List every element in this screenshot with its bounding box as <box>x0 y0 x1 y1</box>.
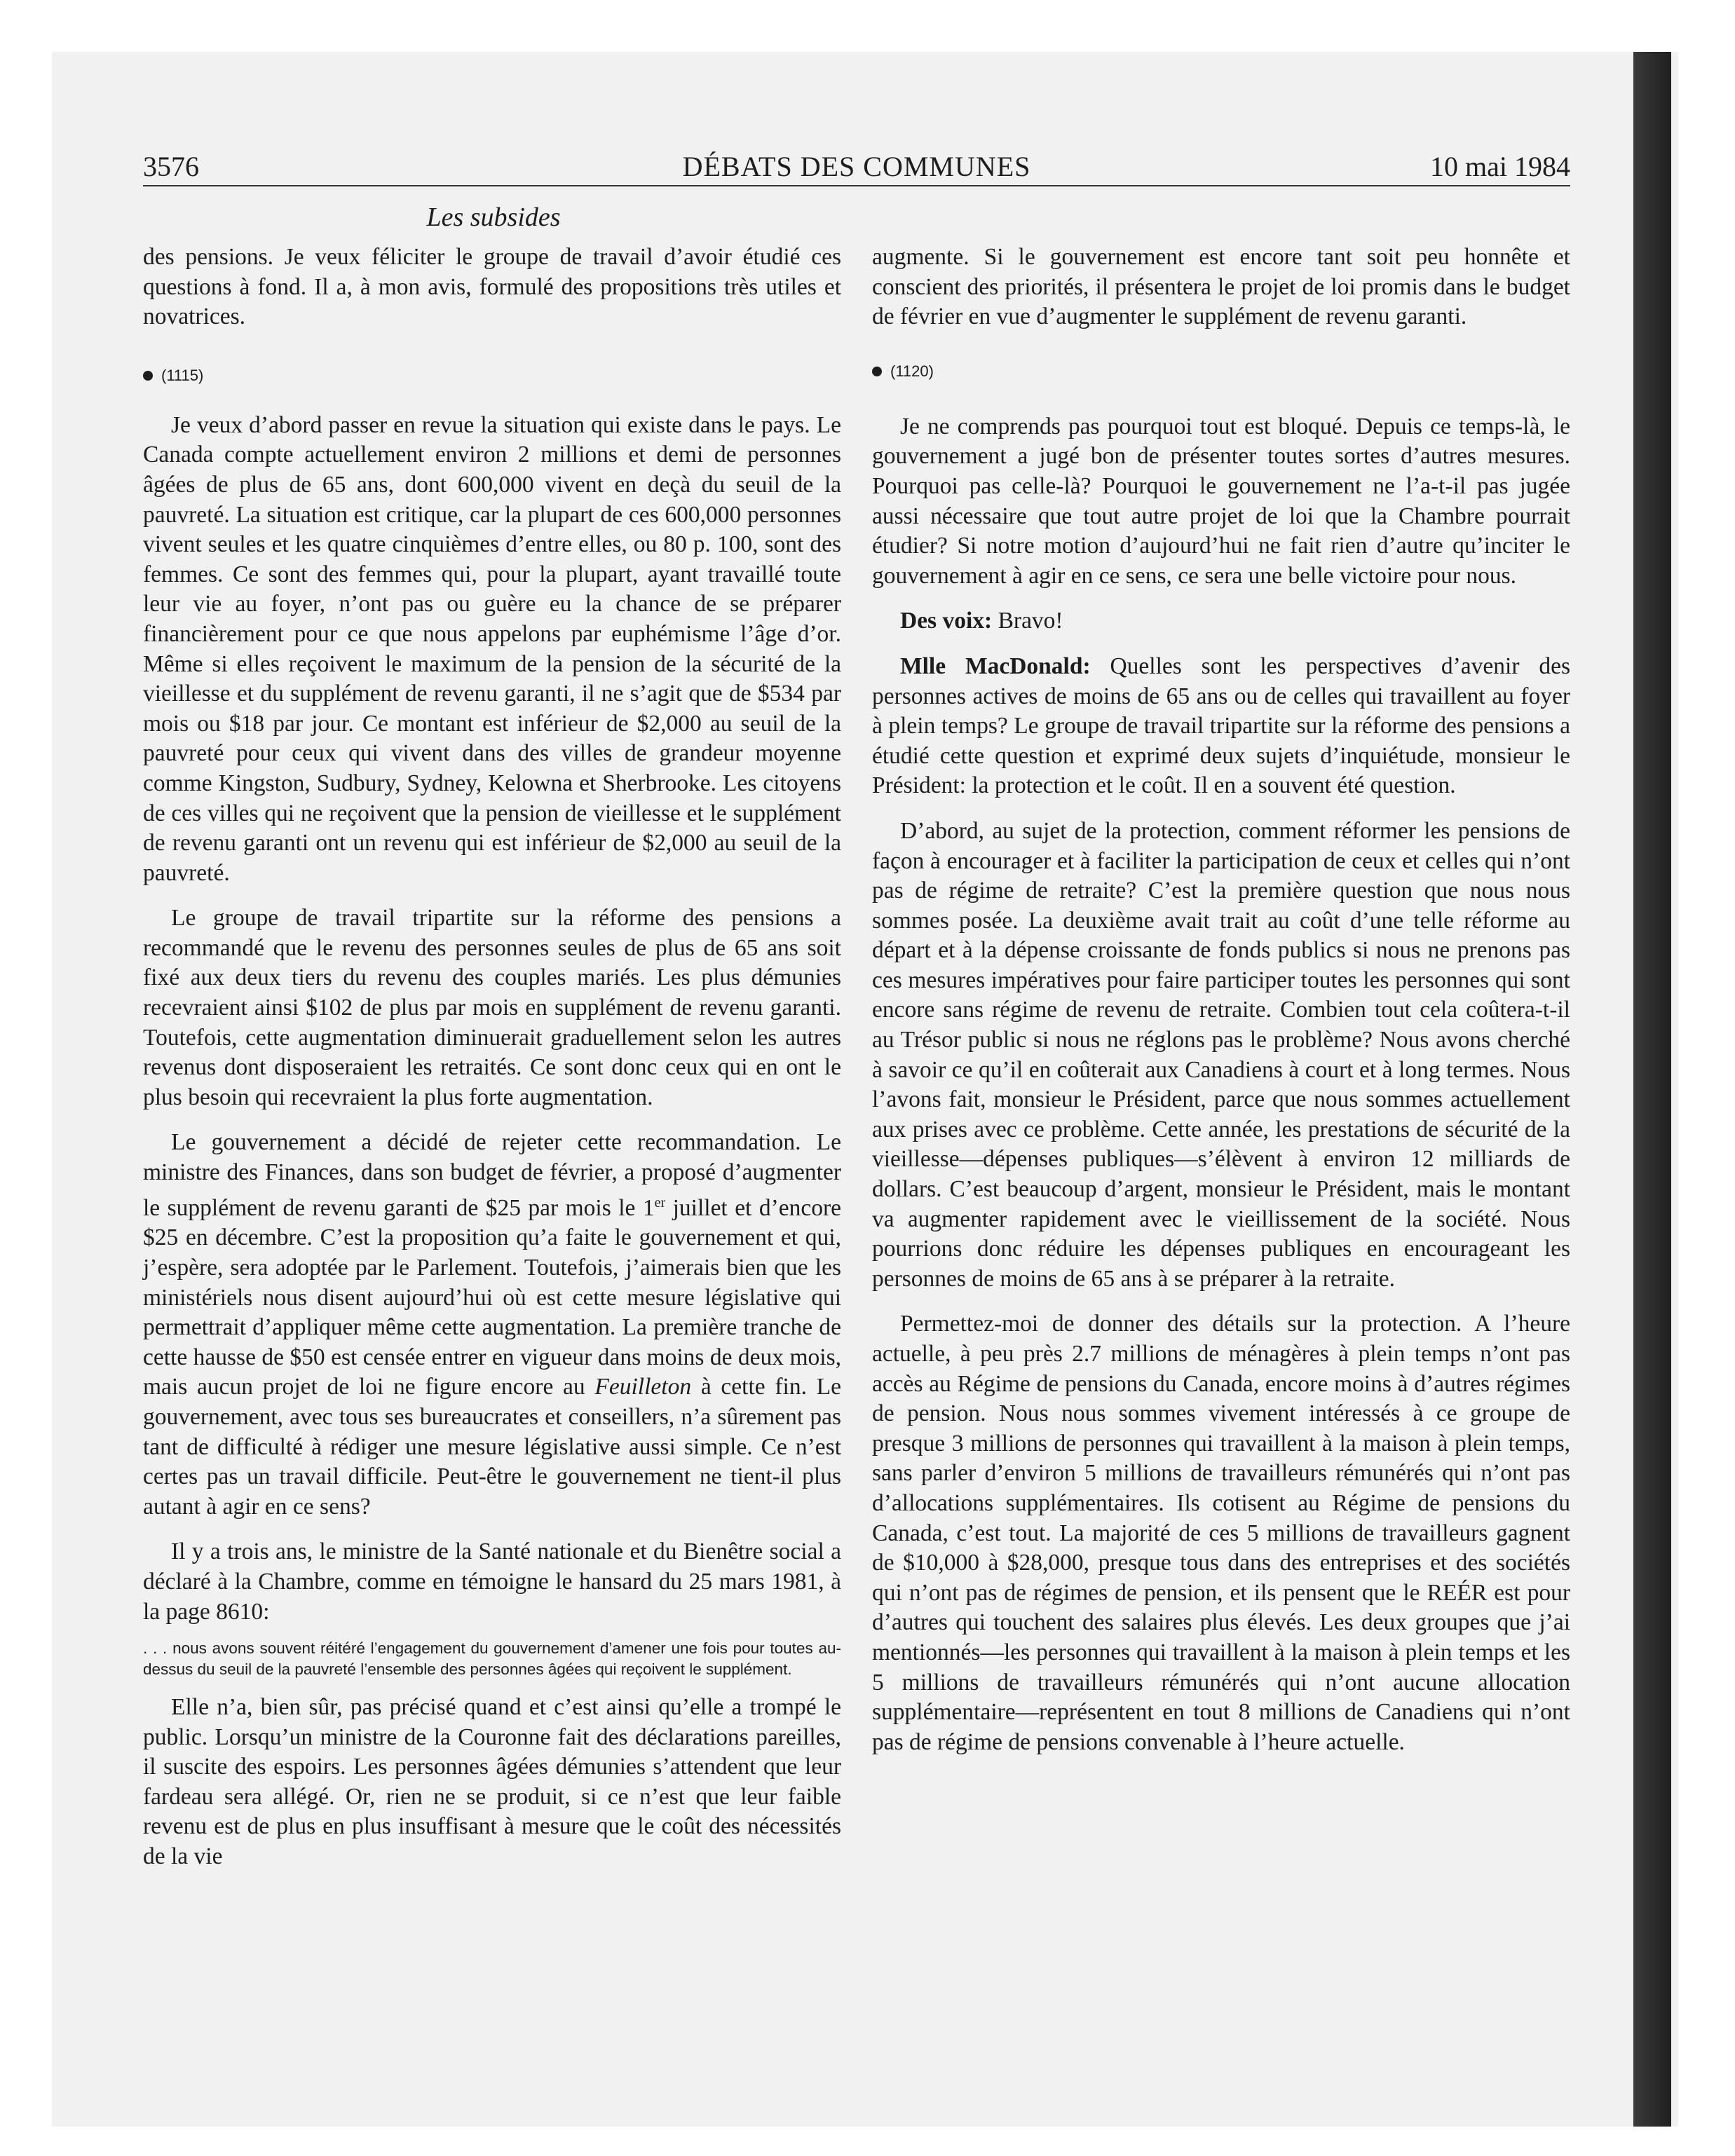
paragraph: Le groupe de travail tripartite sur la réforme des pensions a recommandé que le revenu des personnes seules de plus de 65 ans soit fixé aux deux tiers du revenu des couples mariés. Les plus démunies recevraient ainsi $102 de plus par mois en supplément de revenu garanti. Toutefois, cette augmentation diminuerait graduellement selon les autres revenus dont disposeraient les retraités. Ce sont donc ceux qui en ont le plus besoin qui recevraient la plus forte augmentation. <box>143 905 841 1110</box>
paragraph: des pensions. Je veux féliciter le groupe de travail d’avoir étudié ces questions à fond. Il a, à mon avis, formulé des propositions très utiles et novatrices. <box>143 244 841 330</box>
publication-title: DÉBATS DES COMMUNES <box>682 151 1031 182</box>
paragraph: Le gouvernement a décidé de rejeter cette recommandation. Le ministre des Finances, dans son budget de février, a proposé d’augmenter le supplément de revenu garanti de $25 par mois le 1er juillet et d’encore $25 en décembre. C’est la proposition qu’a faite le gouvernement et qui, j’espère, sera adoptée par le Parlement. Toutefois, j’aimerais bien que les ministériels nous disent aujourd’hui où est cette mesure législative qui permettrait d’appliquer même cette augmentation. La première tranche de cette hausse de $50 est censée entrer en vigueur dans moins de deux mois, mais aucun projet de loi ne figure encore au Feuilleton à cette fin. Le gouvernement, avec tous ses bureaucrates et conseillers, n’a sûrement pas tant de difficulté à rédiger une mesure législative aussi simple. Ce n’est certes pas un travail difficile. Peut-être le gouvernement ne tient-il plus autant à agir en ce sens? <box>143 1129 842 1520</box>
paragraph: augmente. Si le gouvernement est encore tant soit peu honnête et conscient des priorités, il présentera le projet de loi promis dans le budget de février en vue d’augmenter le supplément de revenu garanti. <box>872 244 1570 330</box>
page-number: 3576 <box>143 151 199 182</box>
publication-date: 10 mai 1984 <box>1430 151 1570 182</box>
right-column <box>872 243 1570 1757</box>
speaker-name: Des voix: <box>900 608 993 634</box>
time-marker <box>872 357 1570 386</box>
paragraph: Elle n’a, bien sûr, pas précisé quand et c’est ainsi qu’elle a trompé le public. Lorsqu’un ministre de la Couronne fait des déclarations pareilles, il suscite des espoirs. Les personnes âgées démunies s’attendent que leur fardeau sera allégé. Or, rien ne se produit, si ce n’est que leur faible revenu est de plus en plus insuffisant à mesure que le coût des nécessités de la vie <box>143 1694 841 1870</box>
bullet-icon <box>872 367 882 376</box>
speech-paragraph: Mlle MacDonald: Quelles sont les perspectives d’avenir des personnes actives de moins de 65 ans ou de celles qui travaillent au foyer à plein temps? Le groupe de travail tripartite sur la réforme des pensions a étudié cette question et exprimé deux sujets d’inquiétude, monsieur le Président: la protection et le coût. Il en a souvent été question. <box>872 653 1570 799</box>
time-stamp: (1120) <box>890 362 934 380</box>
speech-line: Des voix: Bravo! <box>900 608 1063 634</box>
time-stamp: (1115) <box>161 366 204 384</box>
page-header <box>143 149 1570 186</box>
paragraph: D’abord, au sujet de la protection, comment réformer les pensions de façon à encourager et à faciliter la participation de ceux et celles qui n’ont pas de régime de retraite? C’est la première question que nous nous sommes posée. La deuxième avait trait au coût d’une telle réforme au départ et à la dépense croissante de fonds publics si nous ne prenons pas ces mesures impératives pour faire participer toutes les personnes qui sont encore sans régime de revenu de retraite. Combien tout cela coûtera-t-il au Trésor public si nous ne réglons pas le problème? Nous avons cherché à savoir ce qu’il en coûterait aux Canadiens à court et à long termes. Nous l’avons fait, monsieur le Président, parce que nous sommes actuellement aux prises avec ce problème. Cette année, les prestations de sécurité de la vieillesse—dépenses publiques—s’élèvent à environ 12 milliards de dollars. C’est beaucoup d’argent, monsieur le Président, mais le montant va augmenter rapidement avec le vieillissement de la société. Nous pourrions donc réduire les dépenses publiques en encourageant les personnes de moins de 65 ans à se préparer à la retraite. <box>872 817 1570 1292</box>
left-column <box>143 243 841 1872</box>
paragraph: Je ne comprends pas pourquoi tout est bloqué. Depuis ce temps-là, le gouvernement a jugé bon de présenter toutes sortes d’autres mesures. Pourquoi pas celle-là? Pourquoi le gouvernement ne l’a-t-il pas jugée aussi nécessaire que tout autre projet de loi que la Chambre pourrait étudier? Si notre motion d’aujourd’hui ne fait rien d’autre qu’inciter le gouvernement à agir en ce sens, ce sera une belle victoire pour nous. <box>872 413 1570 589</box>
paragraph: Il y a trois ans, le ministre de la Santé nationale et du Bienêtre social a déclaré à la Chambre, comme en témoigne le hansard du 25 mars 1981, à la page 8610: <box>143 1538 841 1625</box>
block-quote: . . . nous avons souvent réitéré l’engagement du gouvernement d’amener une fois pour toutes au-dessus du seuil de la pauvreté l’ensemble des personnes âgées qui reçoivent le supplément. <box>143 1639 841 1679</box>
section-title: Les subsides <box>426 203 561 232</box>
speaker-name: Mlle MacDonald: <box>900 653 1091 679</box>
time-marker <box>143 362 841 390</box>
paragraph: Je veux d’abord passer en revue la situation qui existe dans le pays. Le Canada compte actuellement environ 2 millions et demi de personnes âgées de plus de 65 ans, dont 600,000 vivent en deçà du seuil de la pauvreté. La situation est critique, car la plupart de ces 600,000 personnes vivent seules et les quatre cinquièmes d’entre elles, ou 80 p. 100, sont des femmes. Ce sont des femmes qui, pour la plupart, ayant travaillé toute leur vie au foyer, n’ont pas ou guère eu la chance de se préparer financièrement pour ce que nous appelons par euphémisme l’âge d’or. Même si elles reçoivent le maximum de la pension de la sécurité de la vieillesse et du supplément de revenu garanti, il ne s’agit que de $534 par mois ou $18 par jour. Ce montant est inférieur de $2,000 au seuil de la pauvreté pour ceux qui vivent dans des villes de grandeur moyenne comme Kingston, Sudbury, Sydney, Kelowna et Sherbrooke. Les citoyens de ces villes qui ne reçoivent que la pension de vieillesse et le supplément de revenu garanti ont un revenu qui est inférieur de $2,000 au seuil de la pauvreté. <box>143 411 841 886</box>
page-shadow-edge <box>1633 52 1671 2127</box>
bullet-icon <box>143 371 153 381</box>
paragraph: Permettez-moi de donner des détails sur la protection. A l’heure actuelle, à peu près 2.7 millions de ménagères à plein temps n’ont pas accès au Régime de pensions du Canada, encore moins à d’autres régimes de pension. Nous nous sommes vivement intéressés à ce groupe de presque 3 millions de personnes qui travaillent à la maison à plein temps, sans parler d’environ 5 millions de travailleurs rémunérés qui n’ont pas d’allocations supplémentaires. Ils cotisent au Régime de pensions du Canada, c’est tout. La majorité de ces 5 millions de travailleurs gagnent de $10,000 à $28,000, presque tous dans des entreprises et des sociétés qui n’ont pas de régimes de pension, et ils pensent que le REÉR est pour d’autres qui touchent des salaires plus élevés. Les deux groupes que j’ai mentionnés—les personnes qui travaillent à la maison à plein temps et les 5 millions de travailleurs rémunérés qui n’ont aucune allocation supplémentaire—représentent en tout 8 millions de Canadiens qui n’ont pas de régime de pensions convenable à l’heure actuelle. <box>872 1311 1570 1755</box>
